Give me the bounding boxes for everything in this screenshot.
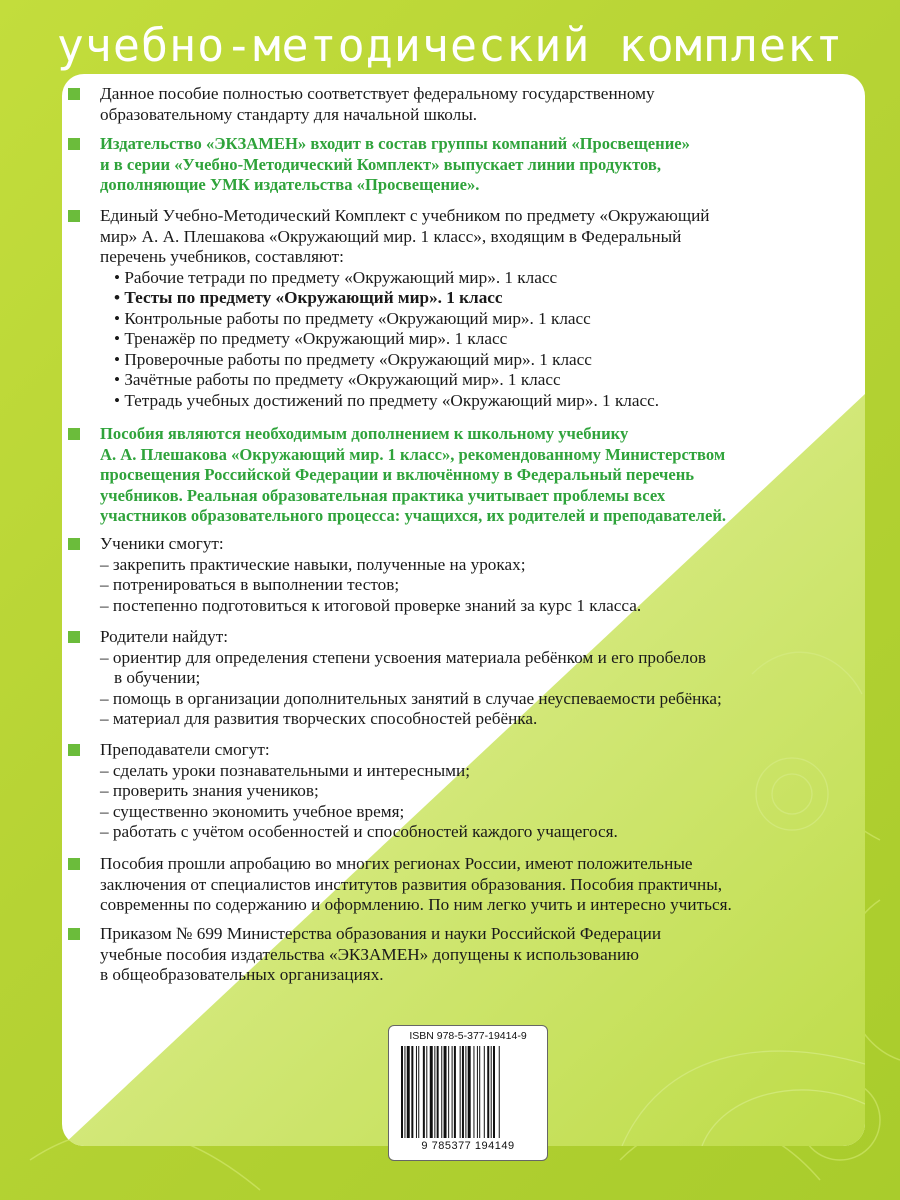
barcode-bar [401, 1046, 403, 1138]
sub-item: • Контрольные работы по предмету «Окружающий мир». 1 класс [114, 308, 591, 328]
barcode-bar [473, 1046, 474, 1138]
barcode-bar [404, 1046, 405, 1138]
dash-line: – закрепить практические навыки, полученные на уроках; [100, 554, 526, 574]
text-line: Единый Учебно-Методический Комплект с учебником по предмету «Окружающий [100, 206, 710, 225]
text-line: Преподаватели смогут: [100, 740, 270, 759]
barcode-bar [479, 1046, 480, 1138]
barcode-bar [437, 1046, 439, 1138]
square-bullet-icon [68, 138, 80, 150]
barcode-bar [430, 1046, 433, 1138]
square-bullet-icon [68, 538, 80, 550]
barcode-bar [423, 1046, 425, 1138]
dash-line: – постепенно подготовиться к итоговой проверке знаний за курс 1 класса. [100, 595, 642, 615]
list-item-umk [100, 206, 860, 411]
barcode-bar [452, 1046, 453, 1138]
square-bullet-icon [68, 744, 80, 756]
list-item-teachers [100, 740, 860, 843]
square-bullet-icon [68, 428, 80, 440]
barcode-bar [460, 1046, 461, 1138]
list-item [100, 84, 860, 125]
barcode-bar [493, 1046, 495, 1138]
dash-line: – сделать уроки познавательными и интересными; [100, 760, 470, 780]
dash-line: – существенно экономить учебное время; [100, 801, 405, 821]
content-panel [62, 74, 865, 1146]
text-line: Родители найдут: [100, 627, 229, 646]
text-line: в общеобразовательных организациях. [100, 965, 384, 984]
barcode-bar [484, 1046, 485, 1138]
barcode-bar [465, 1046, 466, 1138]
text-line: и в серии «Учебно-Методический Комплект» выпускает линии продуктов, [100, 154, 662, 174]
text-line: Пособия являются необходимым дополнением к школьному учебнику [100, 424, 629, 443]
text-line: участников образовательного процесса: учащихся, их родителей и преподавателей. [100, 506, 727, 525]
dash-line: – материал для развития творческих способностей ребёнка. [100, 709, 538, 728]
barcode-bar [468, 1046, 471, 1138]
text-line: Пособия прошли апробацию во многих регионах России, имеют положительные [100, 854, 693, 873]
sub-item: • Зачётные работы по предмету «Окружающий мир». 1 класс [114, 370, 561, 389]
dash-line: – проверить знания учеников; [100, 781, 319, 800]
isbn-label: ISBN 978-5-377-19414-9 [409, 1030, 527, 1042]
series-title: учебно-методический комплект [56, 19, 844, 72]
ean-digits: 9 785377 194149 [421, 1140, 515, 1152]
text-line: перечень учебников, составляют: [100, 247, 344, 266]
list-item-order [100, 924, 860, 986]
text-line: дополняющие УМК издательства «Просвещение». [100, 175, 480, 194]
sub-item: • Тренажёр по предмету «Окружающий мир». 1 класс [114, 329, 508, 348]
barcode-bar [462, 1046, 464, 1138]
text-line: Издательство «ЭКЗАМЕН» входит в состав группы компаний «Просвещение» [100, 134, 690, 153]
barcode-bar [487, 1046, 489, 1138]
dash-line: – ориентир для определения степени усвоения материала ребёнком и его пробелов [100, 647, 707, 667]
barcode-bar [418, 1046, 419, 1138]
sub-item: • Рабочие тетради по предмету «Окружающий мир». 1 класс [114, 267, 558, 287]
text-line: образовательному стандарту для начальной школы. [100, 104, 478, 124]
list-item-publisher [100, 134, 860, 196]
text-line: современны по содержанию и оформлению. По ним легко учить и интересно учиться. [100, 895, 732, 914]
barcode-bar [448, 1046, 449, 1138]
sub-item: • Тетрадь учебных достижений по предмету «Окружающий мир». 1 класс. [114, 390, 660, 410]
barcode-bar [426, 1046, 427, 1138]
square-bullet-icon [68, 631, 80, 643]
sub-item: • Проверочные работы по предмету «Окружающий мир». 1 класс [114, 349, 592, 369]
square-bullet-icon [68, 858, 80, 870]
text-line: Приказом № 699 Министерства образования и науки Российской Федерации [100, 924, 662, 943]
barcode-bar [454, 1046, 456, 1138]
dash-line: – работать с учётом особенностей и способностей каждого учащегося. [100, 822, 618, 841]
text-line: Данное пособие полностью соответствует федеральному государственному [100, 84, 655, 103]
barcode-bar [477, 1046, 478, 1138]
barcode-bar [416, 1046, 417, 1138]
text-line: мир» А. А. Плешакова «Окружающий мир. 1 класс», входящим в Федеральный [100, 226, 682, 246]
dash-line: в обучении; [114, 668, 201, 687]
dash-line: – потренироваться в выполнении тестов; [100, 575, 400, 594]
sub-item-current-title: • Тесты по предмету «Окружающий мир». 1 класс [114, 288, 503, 307]
isbn-barcode [388, 1025, 548, 1161]
list-item-parents [100, 627, 860, 730]
list-item-supplement [100, 424, 860, 527]
square-bullet-icon [68, 88, 80, 100]
text-line: просвещения Российской Федерации и включённому в Федеральный перечень [100, 465, 695, 484]
dash-line: – помощь в организации дополнительных занятий в случае неуспеваемости ребёнка; [100, 688, 722, 708]
square-bullet-icon [68, 210, 80, 222]
barcode-bar [491, 1046, 492, 1138]
list-item-students [100, 534, 860, 616]
barcode-bar [499, 1046, 500, 1138]
text-line: Ученики смогут: [100, 534, 224, 553]
text-line: заключения от специалистов институтов развития образования. Пособия практичны, [100, 874, 723, 894]
square-bullet-icon [68, 928, 80, 940]
text-line: учебников. Реальная образовательная практика учитывает проблемы всех [100, 485, 666, 505]
text-line: учебные пособия издательства «ЭКЗАМЕН» допущены к использованию [100, 944, 640, 964]
text-line: А. А. Плешакова «Окружающий мир. 1 класс», рекомендованному Министерством [100, 444, 726, 464]
barcode-bar [407, 1046, 410, 1138]
barcode-bars [399, 1046, 537, 1138]
list-item-approbation [100, 854, 860, 916]
barcode-bar [411, 1046, 413, 1138]
barcode-bar [444, 1046, 447, 1138]
barcode-bar [434, 1046, 435, 1138]
barcode-bar [441, 1046, 442, 1138]
